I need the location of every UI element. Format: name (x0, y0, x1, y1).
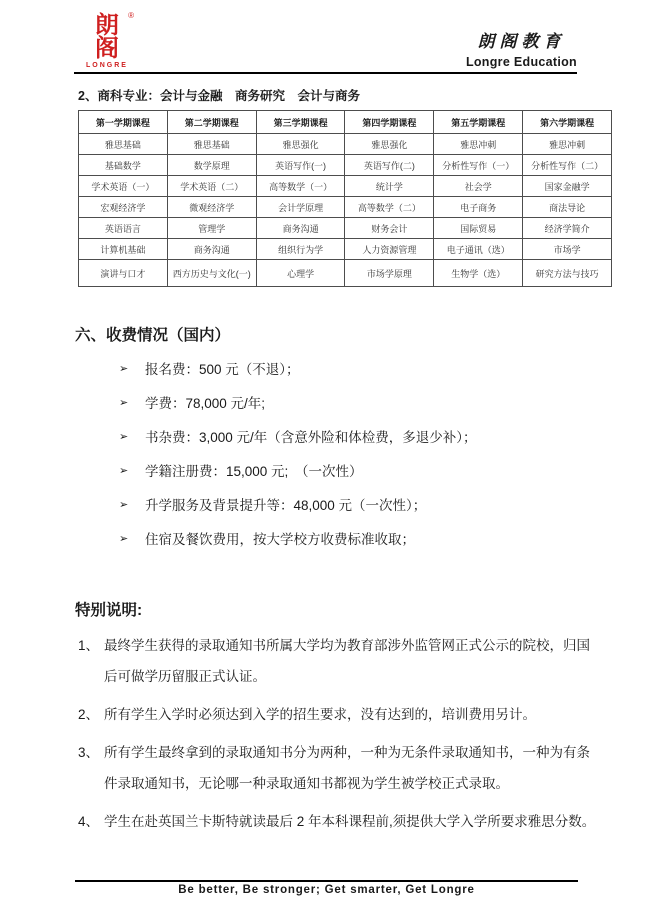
logo-character-top: 朗 (95, 10, 119, 39)
semester-header-cell: 第二学期课程 (167, 111, 256, 134)
fees-list (119, 361, 589, 565)
semester-header-cell: 第五学期课程 (434, 111, 523, 134)
note-text: 最终学生获得的录取通知书所属大学均为教育部涉外监管网正式公示的院校，归国后可做学历留服正式认证。 (104, 638, 590, 684)
note-text: 所有学生最终拿到的录取通知书分为两种，一种为无条件录取通知书，一种为有条件录取通知书，无论哪一种录取通知书都视为学生被学校正式录取。 (104, 745, 590, 791)
note-item (78, 630, 608, 692)
fee-item (119, 395, 589, 412)
fee-text: 书杂费：3,000 元/年（含意外险和体检费，多退少补）； (145, 430, 477, 445)
fee-text: 住宿及餐饮费用，按大学校方收费标准收取； (145, 532, 415, 547)
course-cell: 高等数学（二） (345, 197, 434, 218)
note-number: 3、 (78, 745, 100, 760)
fee-item (119, 531, 589, 548)
arrow-bullet-icon: ➢ (119, 533, 129, 545)
brand-name-english: Longre Education (465, 55, 577, 69)
course-cell: 社会学 (434, 176, 523, 197)
note-text: 所有学生入学时必须达到入学的招生要求，没有达到的，培训费用另计。 (104, 707, 536, 722)
course-cell: 英语写作(一) (256, 155, 345, 176)
course-row (79, 218, 612, 239)
curriculum-header-row (79, 111, 612, 134)
course-cell: 学术英语（二） (167, 176, 256, 197)
fee-item (119, 463, 589, 480)
course-cell: 统计学 (345, 176, 434, 197)
course-cell: 心理学 (256, 260, 345, 287)
course-row (79, 176, 612, 197)
arrow-bullet-icon: ➢ (119, 499, 129, 511)
note-item (78, 806, 608, 837)
course-cell: 英语语言 (79, 218, 168, 239)
notes-heading: 特别说明: (75, 602, 143, 619)
semester-header-cell: 第六学期课程 (523, 111, 612, 134)
course-cell: 会计学原理 (256, 197, 345, 218)
notes-list (78, 630, 608, 844)
course-cell: 管理学 (167, 218, 256, 239)
brand-block (466, 27, 577, 69)
course-cell: 基础数学 (79, 155, 168, 176)
course-cell: 雅思基础 (167, 134, 256, 155)
arrow-bullet-icon: ➢ (119, 431, 129, 443)
course-cell: 数学原理 (167, 155, 256, 176)
curriculum-table (78, 110, 612, 287)
note-number: 1、 (78, 638, 100, 653)
course-row (79, 239, 612, 260)
course-cell: 计算机基础 (79, 239, 168, 260)
note-item (78, 737, 608, 799)
course-cell: 组织行为学 (256, 239, 345, 260)
fee-item (119, 429, 589, 446)
course-cell: 高等数学（一） (256, 176, 345, 197)
course-cell: 雅思基础 (79, 134, 168, 155)
course-cell: 生物学（选） (434, 260, 523, 287)
course-cell: 分析性写作（一） (434, 155, 523, 176)
majors-heading: 2、商科专业：会计与金融 商务研究 会计与商务 (78, 89, 360, 103)
course-cell: 国际贸易 (434, 218, 523, 239)
brand-name-chinese: 朗阁教育 (477, 32, 566, 52)
course-cell: 经济学简介 (523, 218, 612, 239)
course-cell: 市场学原理 (345, 260, 434, 287)
curriculum-body (79, 134, 612, 287)
fees-heading: 六、收费情况（国内） (75, 327, 231, 344)
course-cell: 雅思冲刺 (523, 134, 612, 155)
semester-header-cell: 第三学期课程 (256, 111, 345, 134)
footer-divider (75, 880, 578, 882)
semester-header-cell: 第四学期课程 (345, 111, 434, 134)
course-cell: 研究方法与技巧 (523, 260, 612, 287)
course-cell: 财务会计 (345, 218, 434, 239)
logo-wordmark: LONGRE (86, 62, 128, 69)
fee-text: 学籍注册费：15,000 元; （一次性） (145, 464, 363, 479)
course-cell: 宏观经济学 (79, 197, 168, 218)
course-cell: 电子通讯（选） (434, 239, 523, 260)
registered-trademark-icon: ® (128, 11, 134, 20)
course-cell: 西方历史与文化(一) (167, 260, 256, 287)
logo-character-bottom: 阁 (95, 33, 119, 62)
note-text: 学生在赴英国兰卡斯特就读最后 2 年本科课程前,须提供大学入学所要求雅思分数。 (104, 814, 596, 829)
note-item (78, 699, 608, 730)
fee-item (119, 497, 589, 514)
course-cell: 商务沟通 (256, 218, 345, 239)
course-cell: 学术英语（一） (79, 176, 168, 197)
course-cell: 雅思强化 (345, 134, 434, 155)
course-row (79, 134, 612, 155)
course-cell: 演讲与口才 (79, 260, 168, 287)
arrow-bullet-icon: ➢ (119, 465, 129, 477)
arrow-bullet-icon: ➢ (119, 397, 129, 409)
note-number: 4、 (78, 814, 100, 829)
course-cell: 国家金融学 (523, 176, 612, 197)
course-row (79, 197, 612, 218)
note-number: 2、 (78, 707, 100, 722)
course-cell: 微观经济学 (167, 197, 256, 218)
course-cell: 雅思冲刺 (434, 134, 523, 155)
course-row (79, 260, 612, 287)
footer-slogan: Be better, Be stronger; Get smarter, Get Longre (178, 884, 475, 896)
semester-header-cell: 第一学期课程 (79, 111, 168, 134)
fee-text: 报名费：500 元（不退）； (145, 362, 300, 377)
course-cell: 商务沟通 (167, 239, 256, 260)
course-cell: 市场学 (523, 239, 612, 260)
course-cell: 人力资源管理 (345, 239, 434, 260)
course-cell: 商法导论 (523, 197, 612, 218)
arrow-bullet-icon: ➢ (119, 363, 129, 375)
fee-item (119, 361, 589, 378)
fee-text: 升学服务及背景提升等：48,000 元（一次性）； (145, 498, 427, 513)
course-cell: 电子商务 (434, 197, 523, 218)
longre-logo (76, 10, 138, 69)
course-cell: 英语写作(二) (345, 155, 434, 176)
course-cell: 分析性写作（二） (523, 155, 612, 176)
course-row (79, 155, 612, 176)
fee-text: 学费：78,000 元/年; (145, 396, 266, 411)
header-divider (74, 72, 577, 74)
course-cell: 雅思强化 (256, 134, 345, 155)
